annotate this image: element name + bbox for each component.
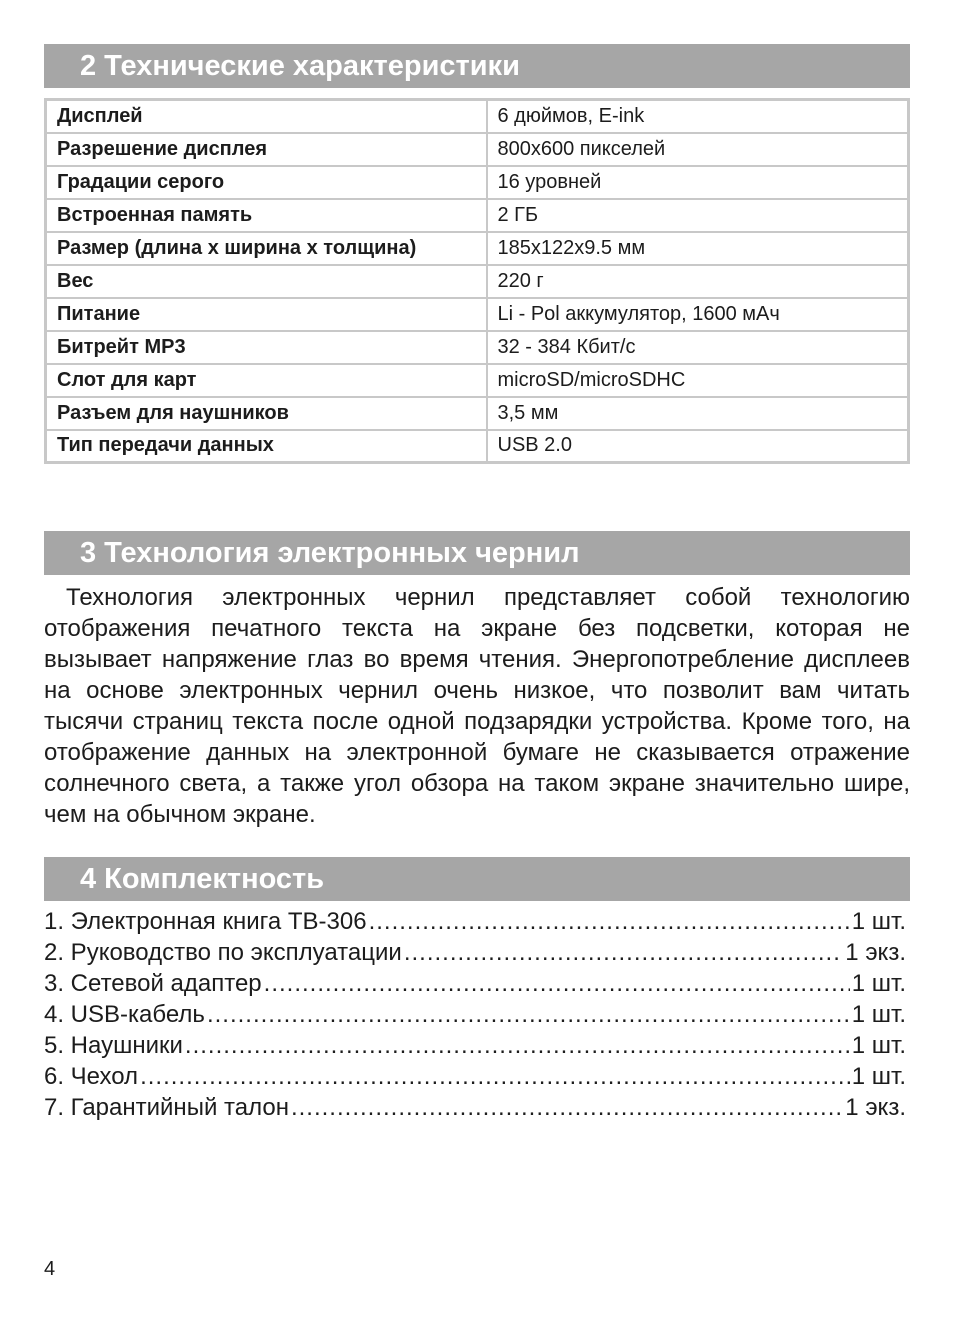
table-row bbox=[46, 166, 909, 199]
kit-item-name: 2. Руководство по эксплуатации bbox=[44, 939, 402, 966]
spec-value: 6 дюймов, E-ink bbox=[487, 100, 909, 133]
kit-item-name: 6. Чехол bbox=[44, 1063, 139, 1090]
dot-leader bbox=[369, 906, 850, 937]
list-item bbox=[44, 999, 906, 1030]
dot-leader bbox=[291, 1092, 843, 1123]
spec-key: Градации серого bbox=[46, 166, 487, 199]
table-row bbox=[46, 364, 909, 397]
spec-value: 32 - 384 Кбит/с bbox=[487, 331, 909, 364]
kit-item-qty: 1 шт. bbox=[851, 908, 906, 935]
list-item bbox=[44, 1061, 906, 1092]
dot-leader bbox=[207, 999, 850, 1030]
section-heading-kit: 4 Комплектность bbox=[44, 857, 910, 901]
dot-leader bbox=[404, 937, 843, 968]
kit-item-qty: 1 шт. bbox=[851, 1001, 906, 1028]
list-item bbox=[44, 906, 906, 937]
spec-value: 3,5 мм bbox=[487, 397, 909, 430]
dot-leader bbox=[140, 1061, 850, 1092]
kit-item-qty: 1 экз. bbox=[845, 1094, 906, 1121]
spec-value: USB 2.0 bbox=[487, 430, 909, 463]
table-row bbox=[46, 232, 909, 265]
spec-key: Разъем для наушников bbox=[46, 397, 487, 430]
spec-value: 185x122x9.5 мм bbox=[487, 232, 909, 265]
section-heading-eink: 3 Технология электронных чернил bbox=[44, 531, 910, 575]
table-row bbox=[46, 331, 909, 364]
page-number: 4 bbox=[44, 1258, 56, 1280]
list-item bbox=[44, 968, 906, 999]
spec-key: Вес bbox=[46, 265, 487, 298]
kit-list bbox=[44, 906, 906, 1123]
table-row bbox=[46, 397, 909, 430]
spec-value: 2 ГБ bbox=[487, 199, 909, 232]
kit-item-name: 7. Гарантийный талон bbox=[44, 1094, 289, 1121]
kit-item-name: 1. Электронная книга TB-306 bbox=[44, 908, 367, 935]
spec-key: Битрейт MP3 bbox=[46, 331, 487, 364]
spec-value: 800x600 пикселей bbox=[487, 133, 909, 166]
table-row bbox=[46, 298, 909, 331]
list-item bbox=[44, 1092, 906, 1123]
kit-item-qty: 1 шт. bbox=[851, 1032, 906, 1059]
list-item bbox=[44, 937, 906, 968]
table-row bbox=[46, 265, 909, 298]
specs-table bbox=[44, 98, 910, 464]
dot-leader bbox=[264, 968, 850, 999]
table-row bbox=[46, 100, 909, 133]
dot-leader bbox=[185, 1030, 850, 1061]
kit-item-name: 3. Сетевой адаптер bbox=[44, 970, 262, 997]
table-row bbox=[46, 199, 909, 232]
table-row bbox=[46, 430, 909, 463]
section-heading-specs: 2 Технические характеристики bbox=[44, 44, 910, 88]
kit-item-qty: 1 экз. bbox=[845, 939, 906, 966]
spec-value: microSD/microSDHC bbox=[487, 364, 909, 397]
kit-item-qty: 1 шт. bbox=[851, 970, 906, 997]
kit-item-qty: 1 шт. bbox=[851, 1063, 906, 1090]
spec-value: Li - Pol аккумулятор, 1600 мАч bbox=[487, 298, 909, 331]
spec-key: Тип передачи данных bbox=[46, 430, 487, 463]
spec-key: Разрешение дисплея bbox=[46, 133, 487, 166]
kit-item-name: 4. USB-кабель bbox=[44, 1001, 205, 1028]
spec-key: Слот для карт bbox=[46, 364, 487, 397]
table-row bbox=[46, 133, 909, 166]
spec-key: Встроенная память bbox=[46, 199, 487, 232]
list-item bbox=[44, 1030, 906, 1061]
spec-key: Размер (длина х ширина х толщина) bbox=[46, 232, 487, 265]
kit-item-name: 5. Наушники bbox=[44, 1032, 183, 1059]
spec-value: 220 г bbox=[487, 265, 909, 298]
eink-description: Технология электронных чернил представляет собой технологию отображения печатного текста на экране без подсветки, которая не вызывает напряжение глаз во время чтения. Энергопотребление дисплеев на основе электронных чернил очень низкое, что позволит вам читать тысячи страниц текста после одной подзарядки устройства. Кроме того, на отображение данных на электронной бумаге не сказывается отражение солнечного света, а также угол обзора на таком экране значительно шире, чем на обычном экране. bbox=[44, 584, 910, 828]
spec-value: 16 уровней bbox=[487, 166, 909, 199]
spec-key: Дисплей bbox=[46, 100, 487, 133]
spec-key: Питание bbox=[46, 298, 487, 331]
